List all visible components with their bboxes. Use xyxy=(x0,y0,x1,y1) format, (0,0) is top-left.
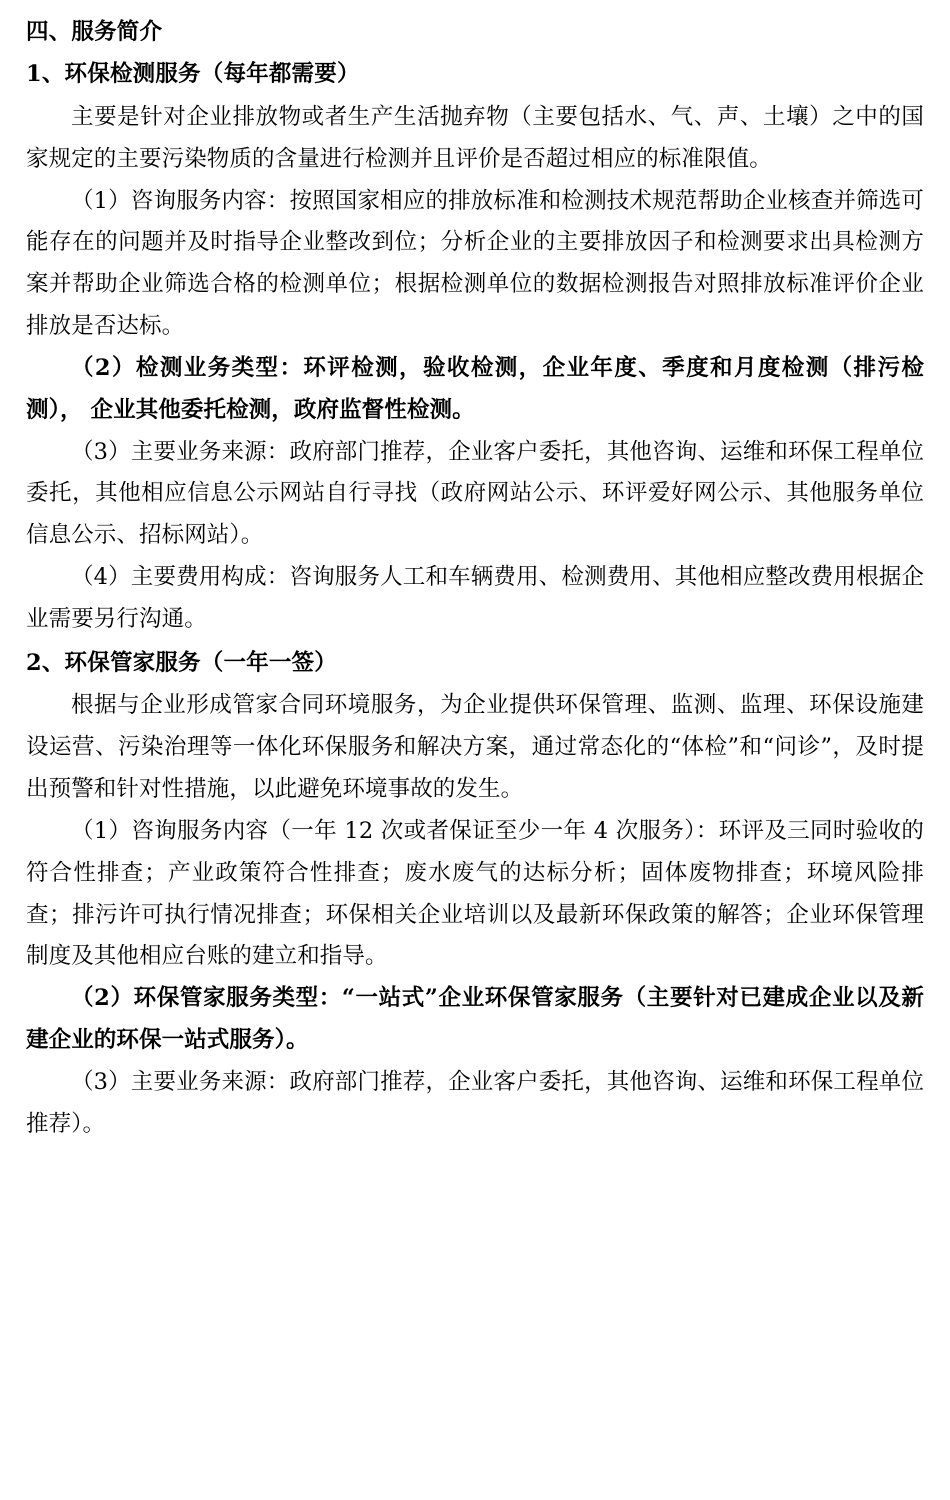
document-body xyxy=(26,14,924,1146)
paragraph: （3）主要业务来源：政府部门推荐，企业客户委托，其他咨询、运维和环保工程单位委托，其他相应信息公示网站自行寻找（政府网站公示、环评爱好网公示、其他服务单位信息公示、招标网站）。 xyxy=(26,438,924,549)
paragraph: （1）咨询服务内容（一年 12 次或者保证至少一年 4 次服务）：环评及三同时验收的符合性排查；产业政策符合性排查；废水废气的达标分析；固体废物排查；环境风险排查；排污许可执行情况排查；环保相关企业培训以及最新环保政策的解答；企业环保管理制度及其他相应台账的建立和指导。 xyxy=(26,817,924,970)
paragraph: （1）咨询服务内容：按照国家相应的排放标准和检测技术规范帮助企业核查并筛选可能存在的问题并及时指导企业整改到位；分析企业的主要排放因子和检测要求出具检测方案并帮助企业筛选合格的检测单位；根据检测单位的数据检测报告对照排放标准评价企业排放是否达标。 xyxy=(26,187,924,340)
paragraph: 主要是针对企业排放物或者生产生活抛弃物（主要包括水、气、声、土壤）之中的国家规定的主要污染物质的含量进行检测并且评价是否超过相应的标准限值。 xyxy=(26,103,924,172)
paragraph: 根据与企业形成管家合同环境服务，为企业提供环保管理、监测、监理、环保设施建设运营、污染治理等一体化环保服务和解决方案，通过常态化的“体检”和“问诊”，及时提出预警和针对性措施，以此避免环境事故的发生。 xyxy=(26,692,924,802)
sub-heading-service-2: 2、环保管家服务（一年一签） xyxy=(26,649,337,676)
sub-heading-service-1: 1、环保检测服务（每年都需要） xyxy=(26,61,360,88)
paragraph: （4）主要费用构成：咨询服务人工和车辆费用、检测费用、其他相应整改费用根据企业需要另行沟通。 xyxy=(26,564,924,632)
paragraph: （2）环保管家服务类型：“一站式”企业环保管家服务（主要针对已建成企业以及新建企业的环保一站式服务）。 xyxy=(26,985,924,1054)
section-heading: 四、服务简介 xyxy=(26,19,163,45)
paragraph: （2）检测业务类型：环评检测，验收检测，企业年度、季度和月度检测（排污检测）， 企业其他委托检测，政府监督性检测。 xyxy=(26,354,924,423)
paragraph: （3）主要业务来源：政府部门推荐，企业客户委托，其他咨询、运维和环保工程单位推荐）。 xyxy=(26,1068,924,1137)
